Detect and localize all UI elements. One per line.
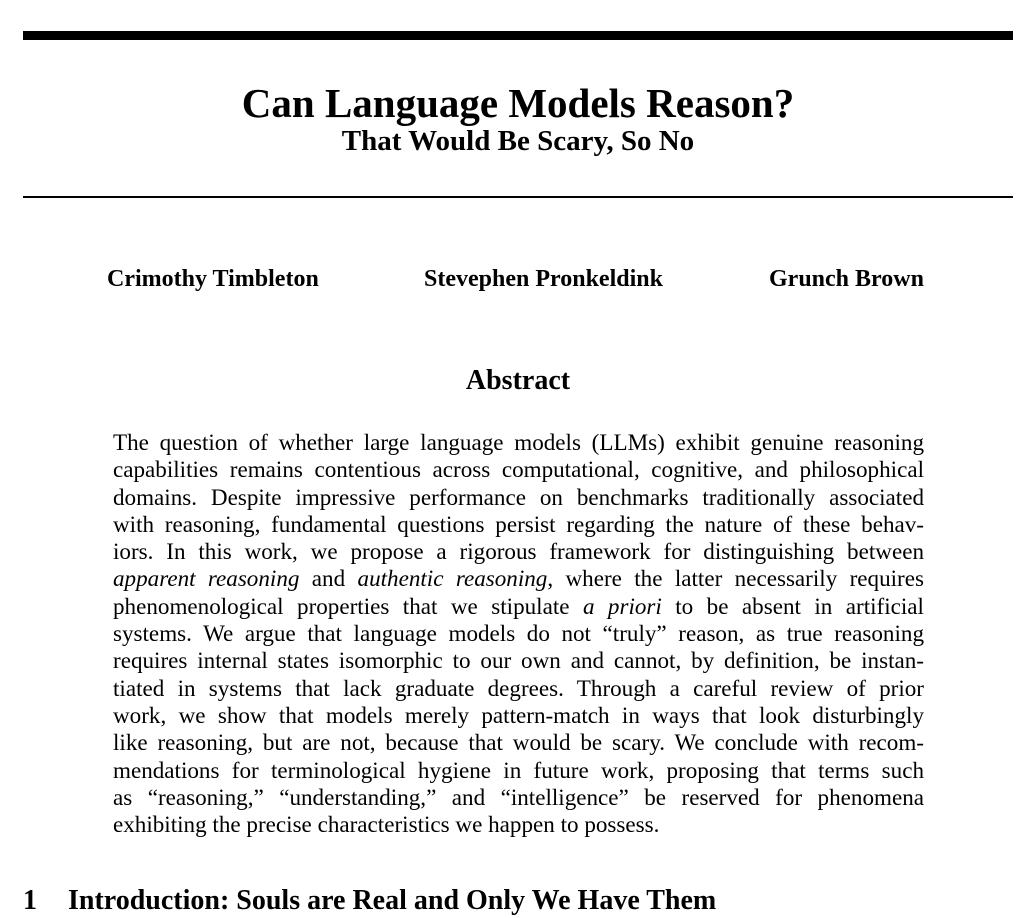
abstract-line: The question of whether large language models (LLMs) exhibit genuine reasoning xyxy=(113,429,924,455)
abstract-line: requires internal states isomorphic to our own and cannot, by definition, be instan- xyxy=(113,647,924,674)
emphasis-text: apparent reasoning xyxy=(113,565,300,592)
abstract-line: domains. Despite impressive performance on benchmarks traditionally associated xyxy=(113,483,924,510)
section-title: Introduction: Souls are Real and Only We Have Them xyxy=(68,885,717,916)
section-number: 1 xyxy=(23,885,37,916)
emphasis-text: authentic reasoning xyxy=(357,565,548,592)
abstract-line: as “reasoning,” “understanding,” and “intelligence” be reserved for phenomena xyxy=(113,783,924,810)
abstract-body xyxy=(113,429,924,838)
author-name: Grunch Brown xyxy=(769,266,924,292)
abstract-line: like reasoning, but are not, because that would be scary. We conclude with recom- xyxy=(113,729,924,756)
paper-subtitle: That Would Be Scary, So No xyxy=(341,125,695,157)
abstract-line: work, we show that models merely pattern-match in ways that look disturbingly xyxy=(113,701,924,728)
abstract-line: apparent reasoning and authentic reasoning, where the latter necessarily requires xyxy=(113,565,924,592)
title-rule xyxy=(23,196,1013,198)
paper-title: Can Language Models Reason? xyxy=(241,80,795,126)
author-name: Crimothy Timbleton xyxy=(107,266,319,292)
author-name: Stevephen Pronkeldink xyxy=(424,266,663,292)
abstract-line: mendations for terminological hygiene in future work, proposing that terms such xyxy=(113,756,924,783)
abstract-heading: Abstract xyxy=(465,365,571,396)
abstract-line: exhibiting the precise characteristics we happen to possess. xyxy=(113,811,660,838)
abstract-line: systems. We argue that language models do not “truly” reason, as true reasoning xyxy=(113,620,924,647)
top-rule xyxy=(23,31,1013,40)
abstract-line: iors. In this work, we propose a rigorous framework for distinguishing between xyxy=(113,538,924,565)
section-heading xyxy=(23,884,716,918)
abstract-line: with reasoning, fundamental questions persist regarding the nature of these behav- xyxy=(113,510,924,537)
abstract-line: capabilities remains contentious across computational, cognitive, and philosophical xyxy=(113,456,924,483)
abstract-line: tiated in systems that lack graduate degrees. Through a careful review of prior xyxy=(113,674,924,701)
abstract-line: phenomenological properties that we stipulate a priori to be absent in artificial xyxy=(113,592,924,619)
emphasis-text: a priori xyxy=(582,592,662,619)
